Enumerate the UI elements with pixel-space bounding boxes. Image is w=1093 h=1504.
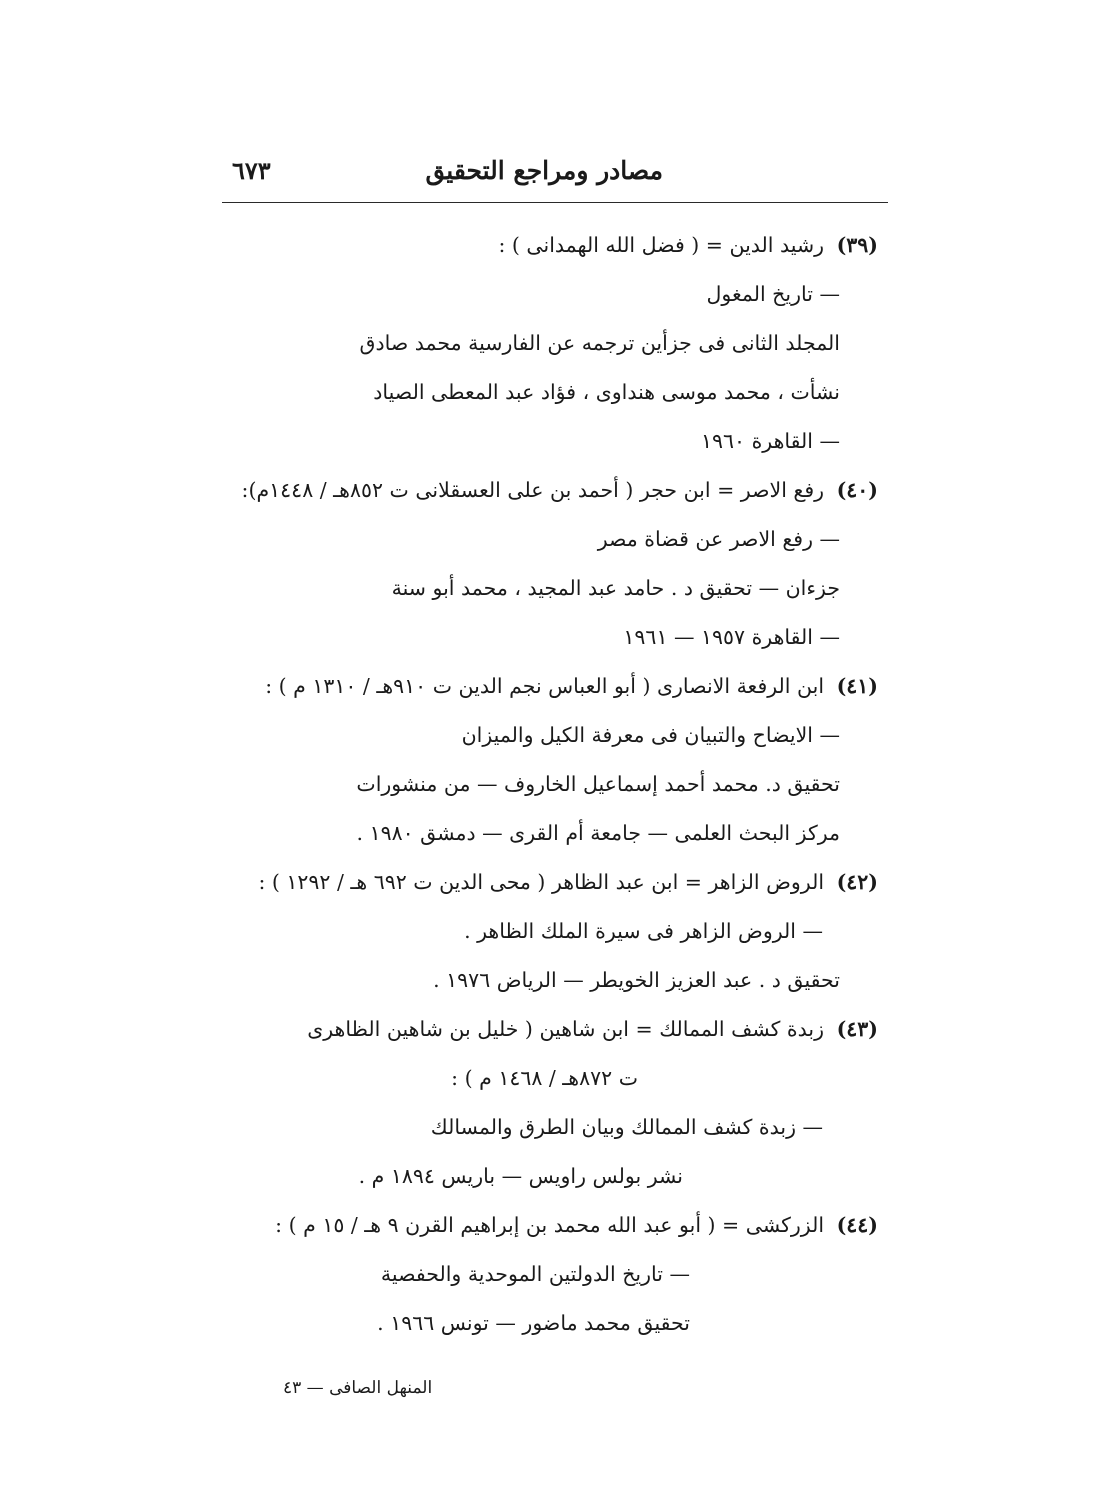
entry-heading-text: الزركشى = ( أبو عبد الله محمد بن إبراهيم القرن ٩ هـ / ١٥ م ) : (275, 1213, 825, 1237)
entry-heading-43 (218, 1016, 878, 1065)
page-number: ٦٧٣ (232, 156, 271, 185)
entry-heading-42 (218, 869, 878, 918)
entry-number: (٤٢) (836, 870, 878, 894)
entry-detail-line: جزءان — تحقيق د . حامد عبد المجيد ، محمد أبو سنة (391, 576, 840, 600)
bibliography-list (218, 232, 878, 1359)
entry-number: (٤٣) (836, 1017, 878, 1041)
entry-title-line: — زبدة كشف الممالك وبيان الطرق والمسالك (430, 1115, 823, 1139)
entry-detail-line: تحقيق د . عبد العزيز الخويطر — الرياض ١٩٧٦ . (433, 968, 840, 992)
page-header (222, 150, 888, 203)
entry-heading-text: رفع الاصر = ابن حجر ( أحمد بن على العسقلانى ت ٨٥٢هـ / ١٤٤٨م): (241, 478, 825, 502)
entry-number: (٤٠) (836, 478, 878, 502)
entry-heading-40 (218, 477, 878, 526)
entry-heading-text: زبدة كشف الممالك = ابن شاهين ( خليل بن شاهين الظاهرى (307, 1017, 825, 1041)
entry-detail-line: — القاهرة ١٩٦٠ (701, 429, 840, 453)
entry-detail-line: تحقيق د. محمد أحمد إسماعيل الخاروف — من منشورات (356, 772, 840, 796)
entry-detail-line: المجلد الثانى فى جزأين ترجمه عن الفارسية محمد صادق (359, 331, 840, 355)
entry-number: (٤٤) (836, 1213, 878, 1237)
entry-title-line: — تاريخ المغول (706, 282, 840, 306)
entry-heading-text: الروض الزاهر = ابن عبد الظاهر ( محى الدين ت ٦٩٢ هـ / ١٢٩٢ ) : (258, 870, 825, 894)
entry-detail-line: — القاهرة ١٩٥٧ — ١٩٦١ (623, 625, 840, 649)
entry-heading-44 (218, 1212, 878, 1261)
entry-heading-text: ابن الرفعة الانصارى ( أبو العباس نجم الدين ت ٩١٠هـ / ١٣١٠ م ) : (265, 674, 825, 698)
entry-title-line: — الايضاح والتبيان فى معرفة الكيل والميزان (461, 723, 840, 747)
entry-title-line: — رفع الاصر عن قضاة مصر (597, 527, 840, 551)
entry-heading-39 (218, 232, 878, 281)
entry-number: (٤١) (836, 674, 878, 698)
entry-title-line: — الروض الزاهر فى سيرة الملك الظاهر . (464, 919, 823, 943)
entry-title-line: — تاريخ الدولتين الموحدية والحفصية (380, 1262, 690, 1286)
page-footer: المنهل الصافى — ٤٣ (283, 1378, 433, 1398)
running-title: مصادر ومراجع التحقيق (425, 156, 663, 185)
entry-detail-line: نشأت ، محمد موسى هنداوى ، فؤاد عبد المعطى الصياد (373, 380, 840, 404)
entry-heading-41 (218, 673, 878, 722)
entry-heading-continuation: ت ٨٧٢هـ / ١٤٦٨ م ) : (451, 1066, 638, 1090)
entry-detail-line: نشر بولس راويس — باريس ١٨٩٤ م . (358, 1164, 683, 1188)
entry-detail-line: مركز البحث العلمى — جامعة أم القرى — دمشق ١٩٨٠ . (356, 821, 840, 845)
entry-number: (٣٩) (836, 233, 878, 257)
entry-detail-line: تحقيق محمد ماضور — تونس ١٩٦٦ . (377, 1311, 690, 1335)
entry-heading-text: رشيد الدين = ( فضل الله الهمدانى ) : (498, 233, 825, 257)
